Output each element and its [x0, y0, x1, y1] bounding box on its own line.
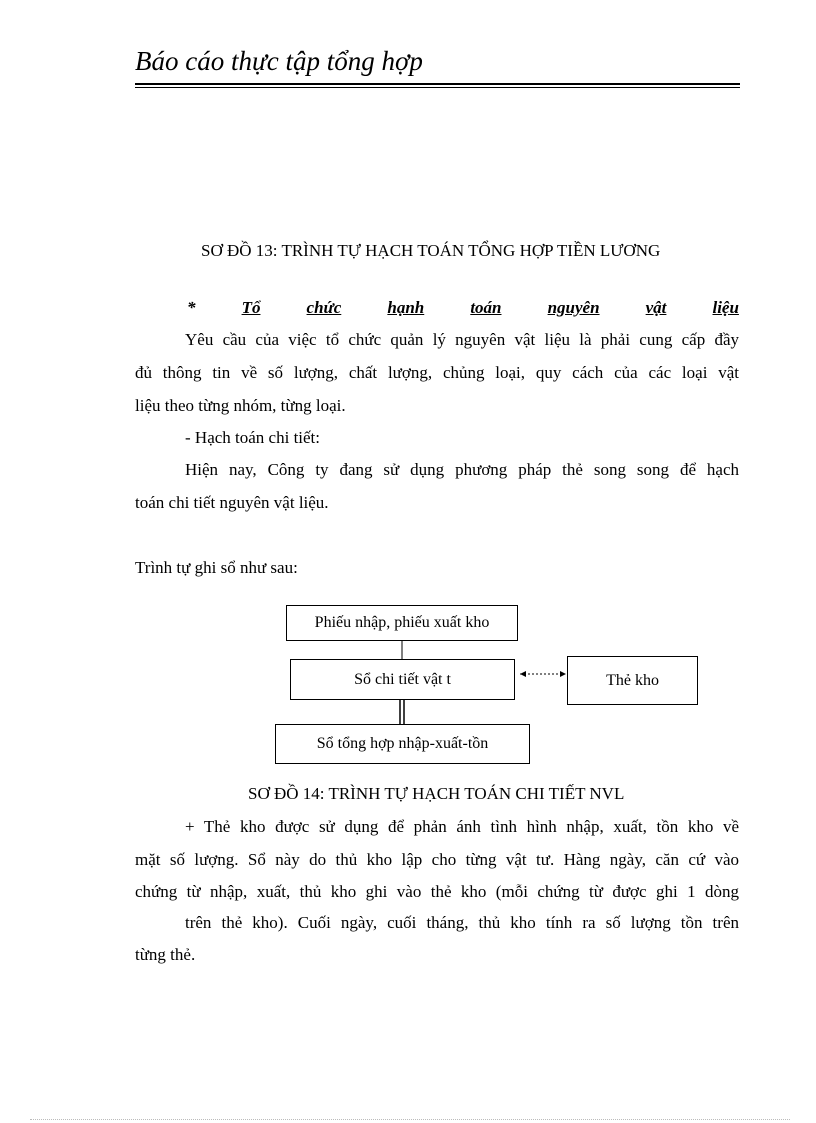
- section-word: Tổ: [241, 298, 261, 317]
- box-stock-card: Thẻ kho: [567, 656, 698, 705]
- section-word: nguyên: [547, 298, 600, 317]
- paragraph-line: chứng từ nhập, xuất, thủ kho ghi vào thẻ kho (mỗi chứng từ được ghi 1 dòng: [135, 882, 739, 901]
- paragraph-line: mặt số lượng. Sổ này do thủ kho lập cho từng vật tư. Hàng ngày, căn cứ vào: [135, 850, 739, 869]
- box-summary-ledger: Sổ tổng hợp nhập-xuất-tồn: [275, 724, 530, 764]
- paragraph-line: từng thẻ.: [135, 945, 196, 964]
- arrow-head-right: [560, 671, 566, 677]
- paragraph-line: trên thẻ kho). Cuối ngày, cuối tháng, thủ kho tính ra số lượng tồn trên: [185, 913, 739, 932]
- page-header-title: Báo cáo thực tập tổng hợp: [135, 46, 423, 76]
- sequence-intro: Trình tự ghi sổ như sau:: [135, 558, 298, 577]
- paragraph-line: toán chi tiết nguyên vật liệu.: [135, 493, 329, 512]
- section-word: chức: [306, 298, 342, 317]
- section-word: toán: [470, 298, 502, 317]
- box-receipt-issue-slip: Phiếu nhập, phiếu xuất kho: [286, 605, 518, 641]
- paragraph-line: đủ thông tin về số lượng, chất lượng, chủng loại, quy cách của các loại vật: [135, 363, 739, 382]
- box-detail-ledger: Sổ chi tiết vật t: [290, 659, 515, 700]
- section-word: hạnh: [387, 298, 425, 317]
- page-bottom-border: [30, 1119, 790, 1120]
- detail-heading: - Hạch toán chi tiết:: [185, 428, 321, 447]
- paragraph-line: Yêu cầu của việc tổ chức quản lý nguyên vật liệu là phải cung cấp đầy: [185, 330, 739, 349]
- paragraph-line: + Thẻ kho được sử dụng để phản ánh tình hình nhập, xuất, tồn kho về: [185, 817, 739, 836]
- paragraph-line: Hiện nay, Công ty đang sử dụng phương pháp thẻ song song để hạch: [185, 460, 739, 479]
- section-word: liệu: [712, 298, 739, 317]
- section-bullet: *: [187, 298, 196, 317]
- paragraph-line: liệu theo từng nhóm, từng loại.: [135, 396, 346, 415]
- section-word: vật: [645, 298, 667, 317]
- diagram-13-caption: SƠ ĐỒ 13: TRÌNH TỰ HẠCH TOÁN TỔNG HỢP TIỀN LƯƠNG: [201, 241, 661, 260]
- diagram-14-caption: SƠ ĐỒ 14: TRÌNH TỰ HẠCH TOÁN CHI TIẾT NVL: [248, 784, 625, 803]
- arrow-head-left: [520, 671, 526, 677]
